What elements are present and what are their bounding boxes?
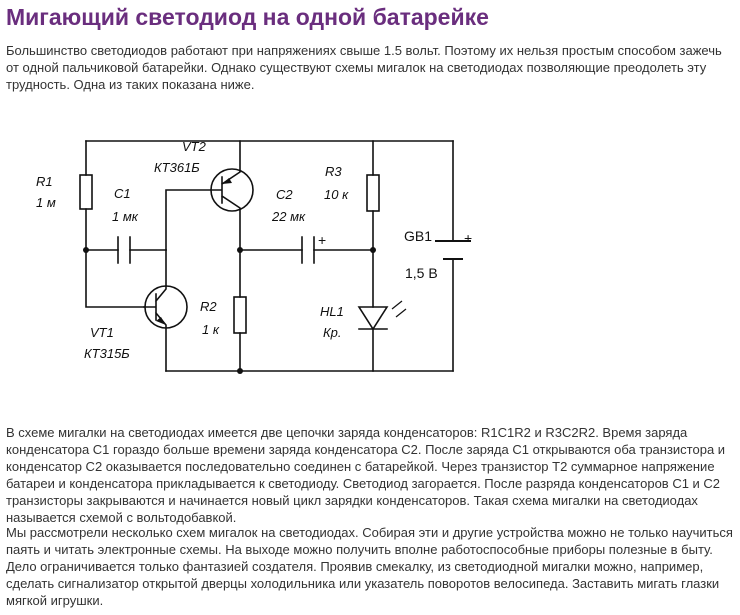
page-title: Мигающий светодиод на одной батарейке [6, 4, 489, 30]
r1-value: 1 м [36, 195, 56, 210]
r3-value: 10 к [324, 187, 349, 202]
gb1-plus: + [464, 230, 473, 246]
junction-dot [237, 368, 243, 374]
led-light-arrow [396, 309, 406, 317]
c2-capacitor [302, 237, 314, 263]
explanation-paragraph: В схеме мигалки на светодиодах имеется две цепочки заряда конденсаторов: R1C1R2 и R3C2R2. Время заряда конденсатора С1 гораздо больше времени заряда конденсатора С2. После заряда С1 открываются оба транзистора и конденсатор С2 оказывается последовательно соединен с батарейкой. Через транзистор Т2 суммарное напряжение батареи и конденсатора прикладывается к светодиоду. Светодиод загорается. После разряда конденсаторов С1 и С2 транзисторы закрываются и начинается новый цикл зарядки конденсаторов. Такая схема мигалки на светодиодах называется схемой с вольтодобавкой. [6, 425, 726, 525]
vt2-label: VT2 [182, 139, 206, 154]
r1-resistor [80, 175, 92, 209]
led-light-arrow [392, 301, 402, 309]
r2-value: 1 к [202, 322, 219, 337]
r2-resistor [234, 297, 246, 333]
c2-plus: + [318, 232, 327, 248]
gb1-value: 1,5 В [405, 265, 438, 281]
c2-label: С2 [276, 187, 293, 202]
c2-value: 22 мк [272, 209, 306, 224]
r2-wires [240, 250, 302, 371]
c1-capacitor [118, 237, 130, 263]
vt2-leads [166, 141, 240, 250]
gb1-label: GB1 [404, 228, 433, 244]
vt1-emitter-arrow [156, 317, 166, 325]
junction-dot [237, 247, 243, 253]
hl1-value: Кр. [323, 325, 342, 340]
vt2-type: КТ361Б [154, 160, 200, 175]
r3-label: R3 [325, 164, 342, 179]
c1-label: С1 [114, 186, 131, 201]
left-wire [86, 141, 144, 307]
vt1-label: VT1 [90, 325, 114, 340]
junction-dot [83, 247, 89, 253]
junction-dot [370, 247, 376, 253]
r2-label: R2 [200, 299, 217, 314]
r1-label: R1 [36, 174, 53, 189]
intro-paragraph: Большинство светодиодов работают при напряжениях свыше 1.5 вольт. Поэтому их нельзя простым способом зажечь от одной пальчиковой батарейки. Однако существуют схемы мигалок на светодиодах позволяющие преодолеть эту трудность. Одна из таких показана ниже. [6, 43, 722, 92]
vt1-type: КТ315Б [84, 346, 130, 361]
hl1-label: HL1 [320, 304, 344, 319]
conclusion-paragraph: Мы рассмотрели несколько схем мигалок на светодиодах. Собирая эти и другие устройства можно не только научиться паять и читать электронные схемы. На выходе можно получить вполне работоспособные приборы полезные в быту. Дело ограничивается только фантазией создателя. Проявив смекалку, из светодиодной мигалки можно, например, сделать сигнализатор открытой дверцы холодильника или указатель поворотов велосипеда. Заставить мигать глазки мягкой игрушки. [6, 525, 733, 608]
r3-resistor [367, 175, 379, 211]
vt1-leads [144, 250, 166, 371]
c1-value: 1 мк [112, 209, 138, 224]
circuit-schematic [6, 97, 506, 407]
led-diode [359, 307, 387, 329]
